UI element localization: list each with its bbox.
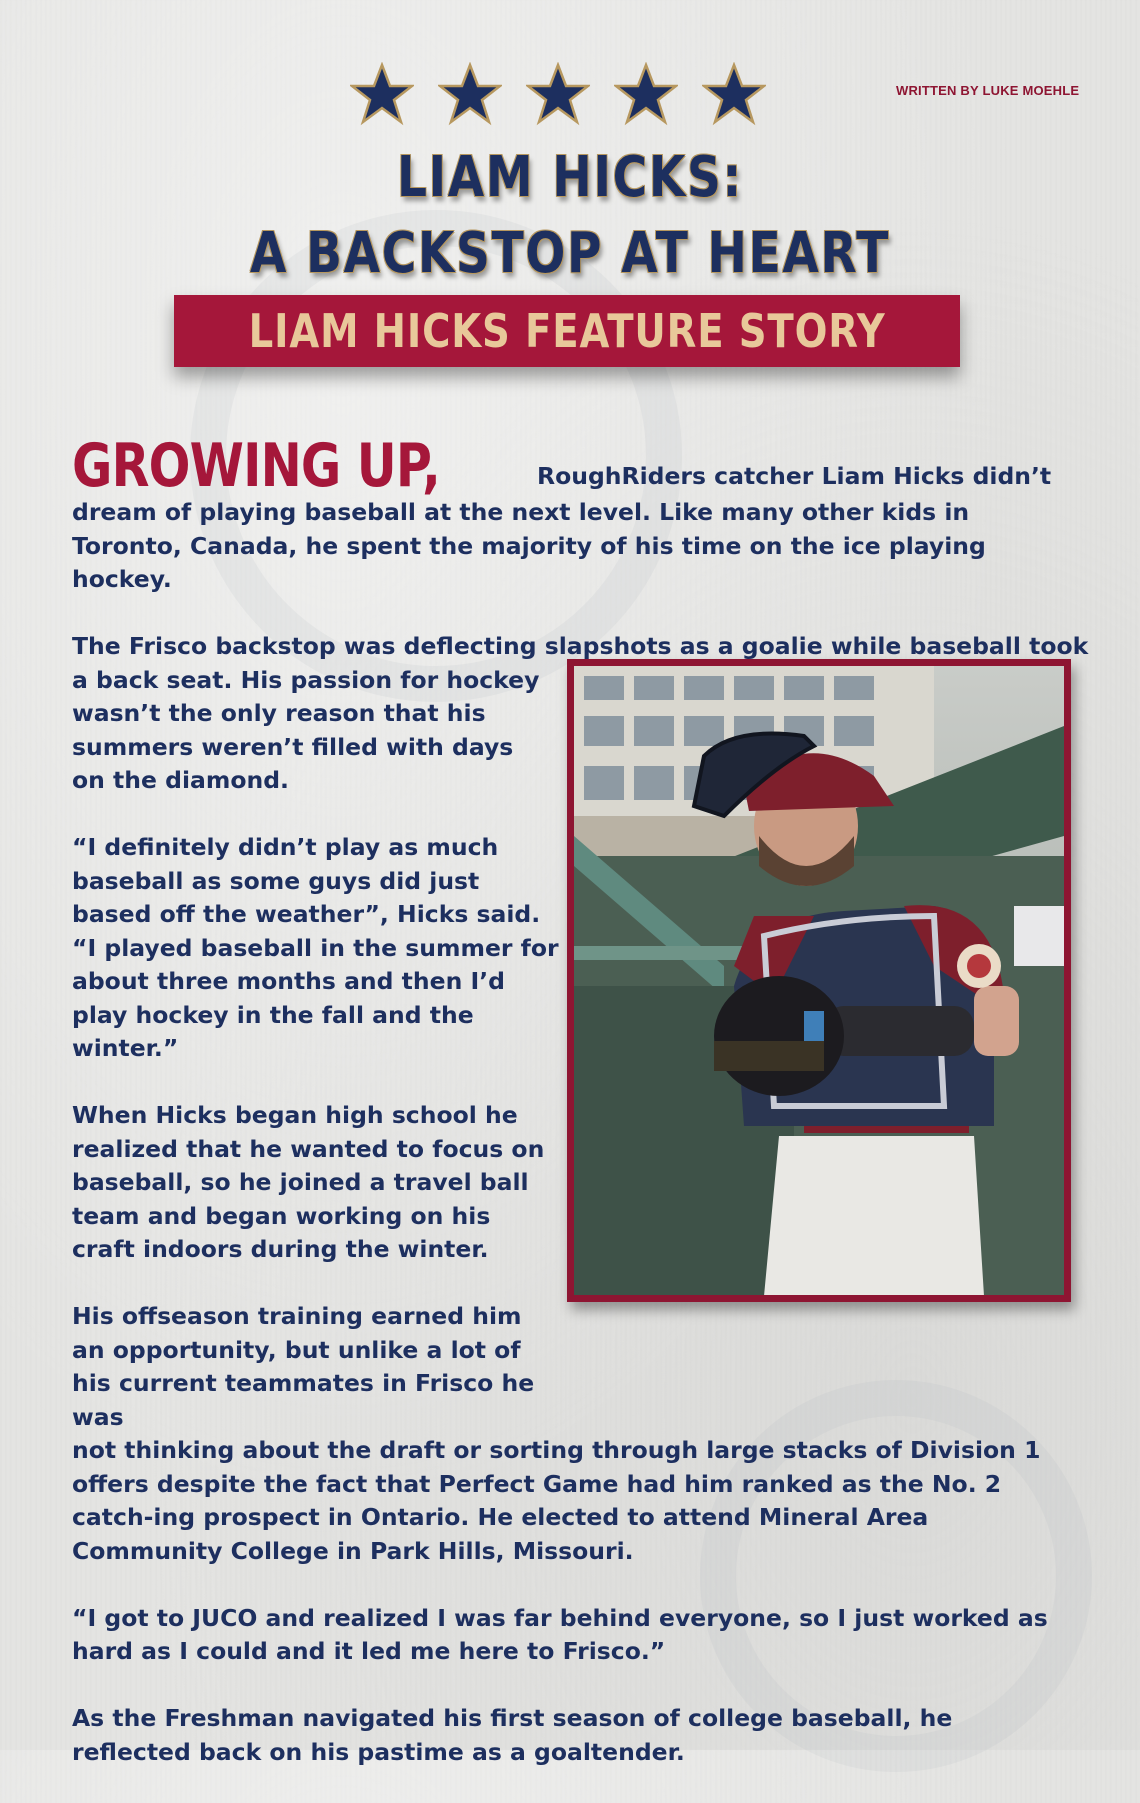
banner-label: LIAM HICKS FEATURE STORY	[248, 304, 886, 358]
title-line-1: LIAM HICKS:	[396, 145, 744, 210]
article-body	[72, 431, 1089, 1803]
paragraph-7	[72, 1702, 1057, 1769]
stars-row	[350, 62, 790, 132]
lead-word: GROWING UP,	[72, 431, 441, 501]
paragraph-2-first-line: The Frisco backstop was deflecting slapshots as a goalie while baseball took	[72, 632, 1089, 660]
paragraph-1	[72, 431, 1072, 597]
star-icon	[438, 62, 502, 126]
paragraph-1-text: RoughRiders catcher Liam Hicks didn’t dream of playing baseball at the next level. Like many other kids in Toronto, Canada, he spent the majority of his time on the ice playing hockey.	[72, 462, 1052, 593]
feature-banner	[174, 295, 960, 367]
page-title	[91, 140, 1049, 292]
paragraph-4-text: When Hicks began high school he realized that he wanted to focus on baseball, so he joined a travel ball team and began working on his craft indoors during the winter.	[72, 1101, 545, 1263]
paragraph-2-text: a back seat. His passion for hockey wasn’t the only reason that his summers weren’t filled with days on the diamond.	[72, 665, 540, 794]
title-line-2: A BACKSTOP AT HEART	[249, 221, 891, 286]
paragraph-5	[72, 1300, 1072, 1568]
star-icon	[614, 62, 678, 126]
paragraph-6	[72, 1602, 1057, 1669]
paragraph-7-text: As the Freshman navigated his first season of college baseball, he reflected back on his pastime as a goaltender.	[72, 1704, 953, 1766]
paragraph-6-text: “I got to JUCO and realized I was far behind everyone, so I just worked as hard as I could and it led me here to Frisco.”	[72, 1603, 1048, 1665]
paragraph-2	[72, 630, 1089, 798]
paragraph-3	[72, 831, 562, 1066]
paragraph-5-text: not thinking about the draft or sorting through large stacks of Division 1 offers despite the fact that Perfect Game had him ranked as the No. 2 catch-ing prospect in Ontario. He elected to attend Mineral Area Community College in Park Hills, Missouri.	[72, 1436, 1041, 1565]
paragraph-3-text: “I definitely didn’t play as much baseball as some guys did just based off the weather”, Hicks said. “I played baseball in the summer for about three months and then I’d play hockey in the fall and the winter.”	[72, 833, 559, 1062]
star-icon	[350, 62, 414, 126]
byline: WRITTEN BY LUKE MOEHLE	[896, 83, 1080, 98]
paragraph-5-wrapped: His offseason training earned him an opportunity, but unlike a lot of his current teammates in Frisco he was	[72, 1302, 535, 1431]
paragraph-4	[72, 1099, 547, 1267]
star-icon	[526, 62, 590, 126]
star-icon	[702, 62, 766, 126]
